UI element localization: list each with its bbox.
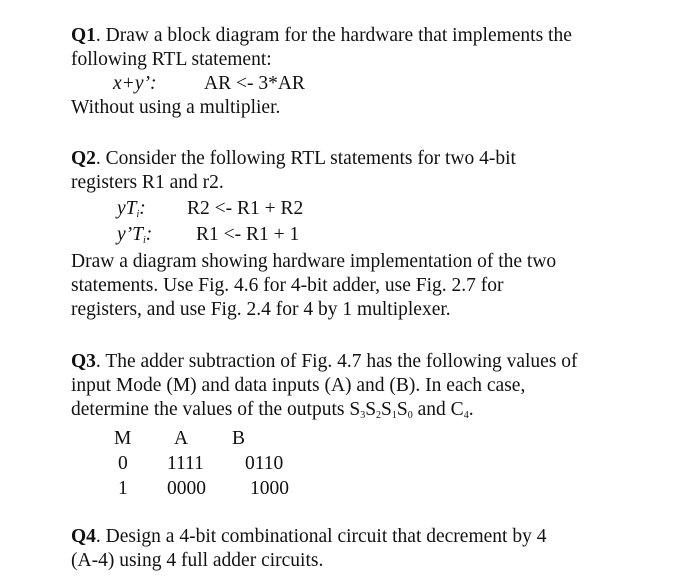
table-header-m: M xyxy=(114,428,132,449)
q2-cond2-colon: : xyxy=(145,224,153,245)
q4-heading xyxy=(71,525,546,549)
table-header-b: B xyxy=(232,428,246,449)
q3-line-2: input Mode (M) and data inputs (A) and (B). In each case, xyxy=(71,375,526,396)
q2-condition-1 xyxy=(117,197,146,221)
table-cell: 0 xyxy=(118,453,128,474)
q2-condition-2 xyxy=(117,223,152,247)
q2-line-5: Draw a diagram showing hardware implementation of the two xyxy=(71,251,557,272)
q3-line3-end: . xyxy=(468,399,474,420)
table-cell: 1 xyxy=(118,478,128,499)
q4-title-text: . Design a 4-bit combinational circuit that decrement by 4 xyxy=(95,526,547,547)
q3-title-text: . The adder subtraction of Fig. 4.7 has the following values of xyxy=(95,351,578,372)
q3-and-c-text: and C xyxy=(417,399,464,420)
q2-cond2-sub: i xyxy=(143,235,146,246)
q1-condition: x+y’: xyxy=(113,73,157,94)
q1-title-text: . Draw a block diagram for the hardware that implements the xyxy=(95,25,572,46)
q2-title-text: . Consider the following RTL statements for two 4-bit xyxy=(95,148,516,169)
q3-s1-sub: 1 xyxy=(391,410,397,421)
table-cell: 0110 xyxy=(245,453,284,474)
q3-s2-sub: 2 xyxy=(376,410,382,421)
q2-statement-2: R1 <- R1 + 1 xyxy=(196,224,300,245)
q2-line-7: registers, and use Fig. 2.4 for 4 by 1 multiplexer. xyxy=(71,299,451,320)
q3-outputs-text: determine the values of the outputs S xyxy=(71,399,361,420)
q1-heading xyxy=(71,24,572,48)
q2-label: Q2 xyxy=(71,148,96,169)
table-cell: 1111 xyxy=(167,453,204,474)
q3-line-3: determine the values of the outputs $S_3S_2S_1S_0$ and $C_4$. xyxy=(71,399,474,421)
q2-line-2: registers R1 and r2. xyxy=(71,172,224,193)
q2-line-6: statements. Use Fig. 4.6 for 4-bit adder, use Fig. 2.7 for xyxy=(71,275,504,296)
q3-s0-sub: 0 xyxy=(407,410,413,421)
q1-label: Q1 xyxy=(71,25,96,46)
table-cell: 0000 xyxy=(167,478,206,499)
table-cell: 1000 xyxy=(250,478,289,499)
q2-cond1-sub: i xyxy=(136,209,140,220)
q2-cond1-colon: : xyxy=(139,198,146,219)
q3-s3-sub: 3 xyxy=(360,410,366,421)
table-header-a: A xyxy=(174,428,189,449)
q2-cond1-var: yT xyxy=(117,198,137,219)
q2-statement-1: R2 <- R1 + R2 xyxy=(187,198,304,219)
q2-cond2-var: y’T xyxy=(117,224,143,245)
q2-heading xyxy=(71,147,516,171)
q3-label: Q3 xyxy=(71,351,96,372)
q3-heading xyxy=(71,350,578,374)
q1-line-4: Without using a multiplier. xyxy=(71,97,281,118)
q1-statement: AR <- 3*AR xyxy=(204,73,305,94)
q4-label: Q4 xyxy=(71,526,96,547)
q3-c4-sub: 4 xyxy=(463,410,469,421)
q1-line-2: following RTL statement: xyxy=(71,49,272,70)
q4-line-2: (A-4) using 4 full adder circuits. xyxy=(71,550,324,571)
